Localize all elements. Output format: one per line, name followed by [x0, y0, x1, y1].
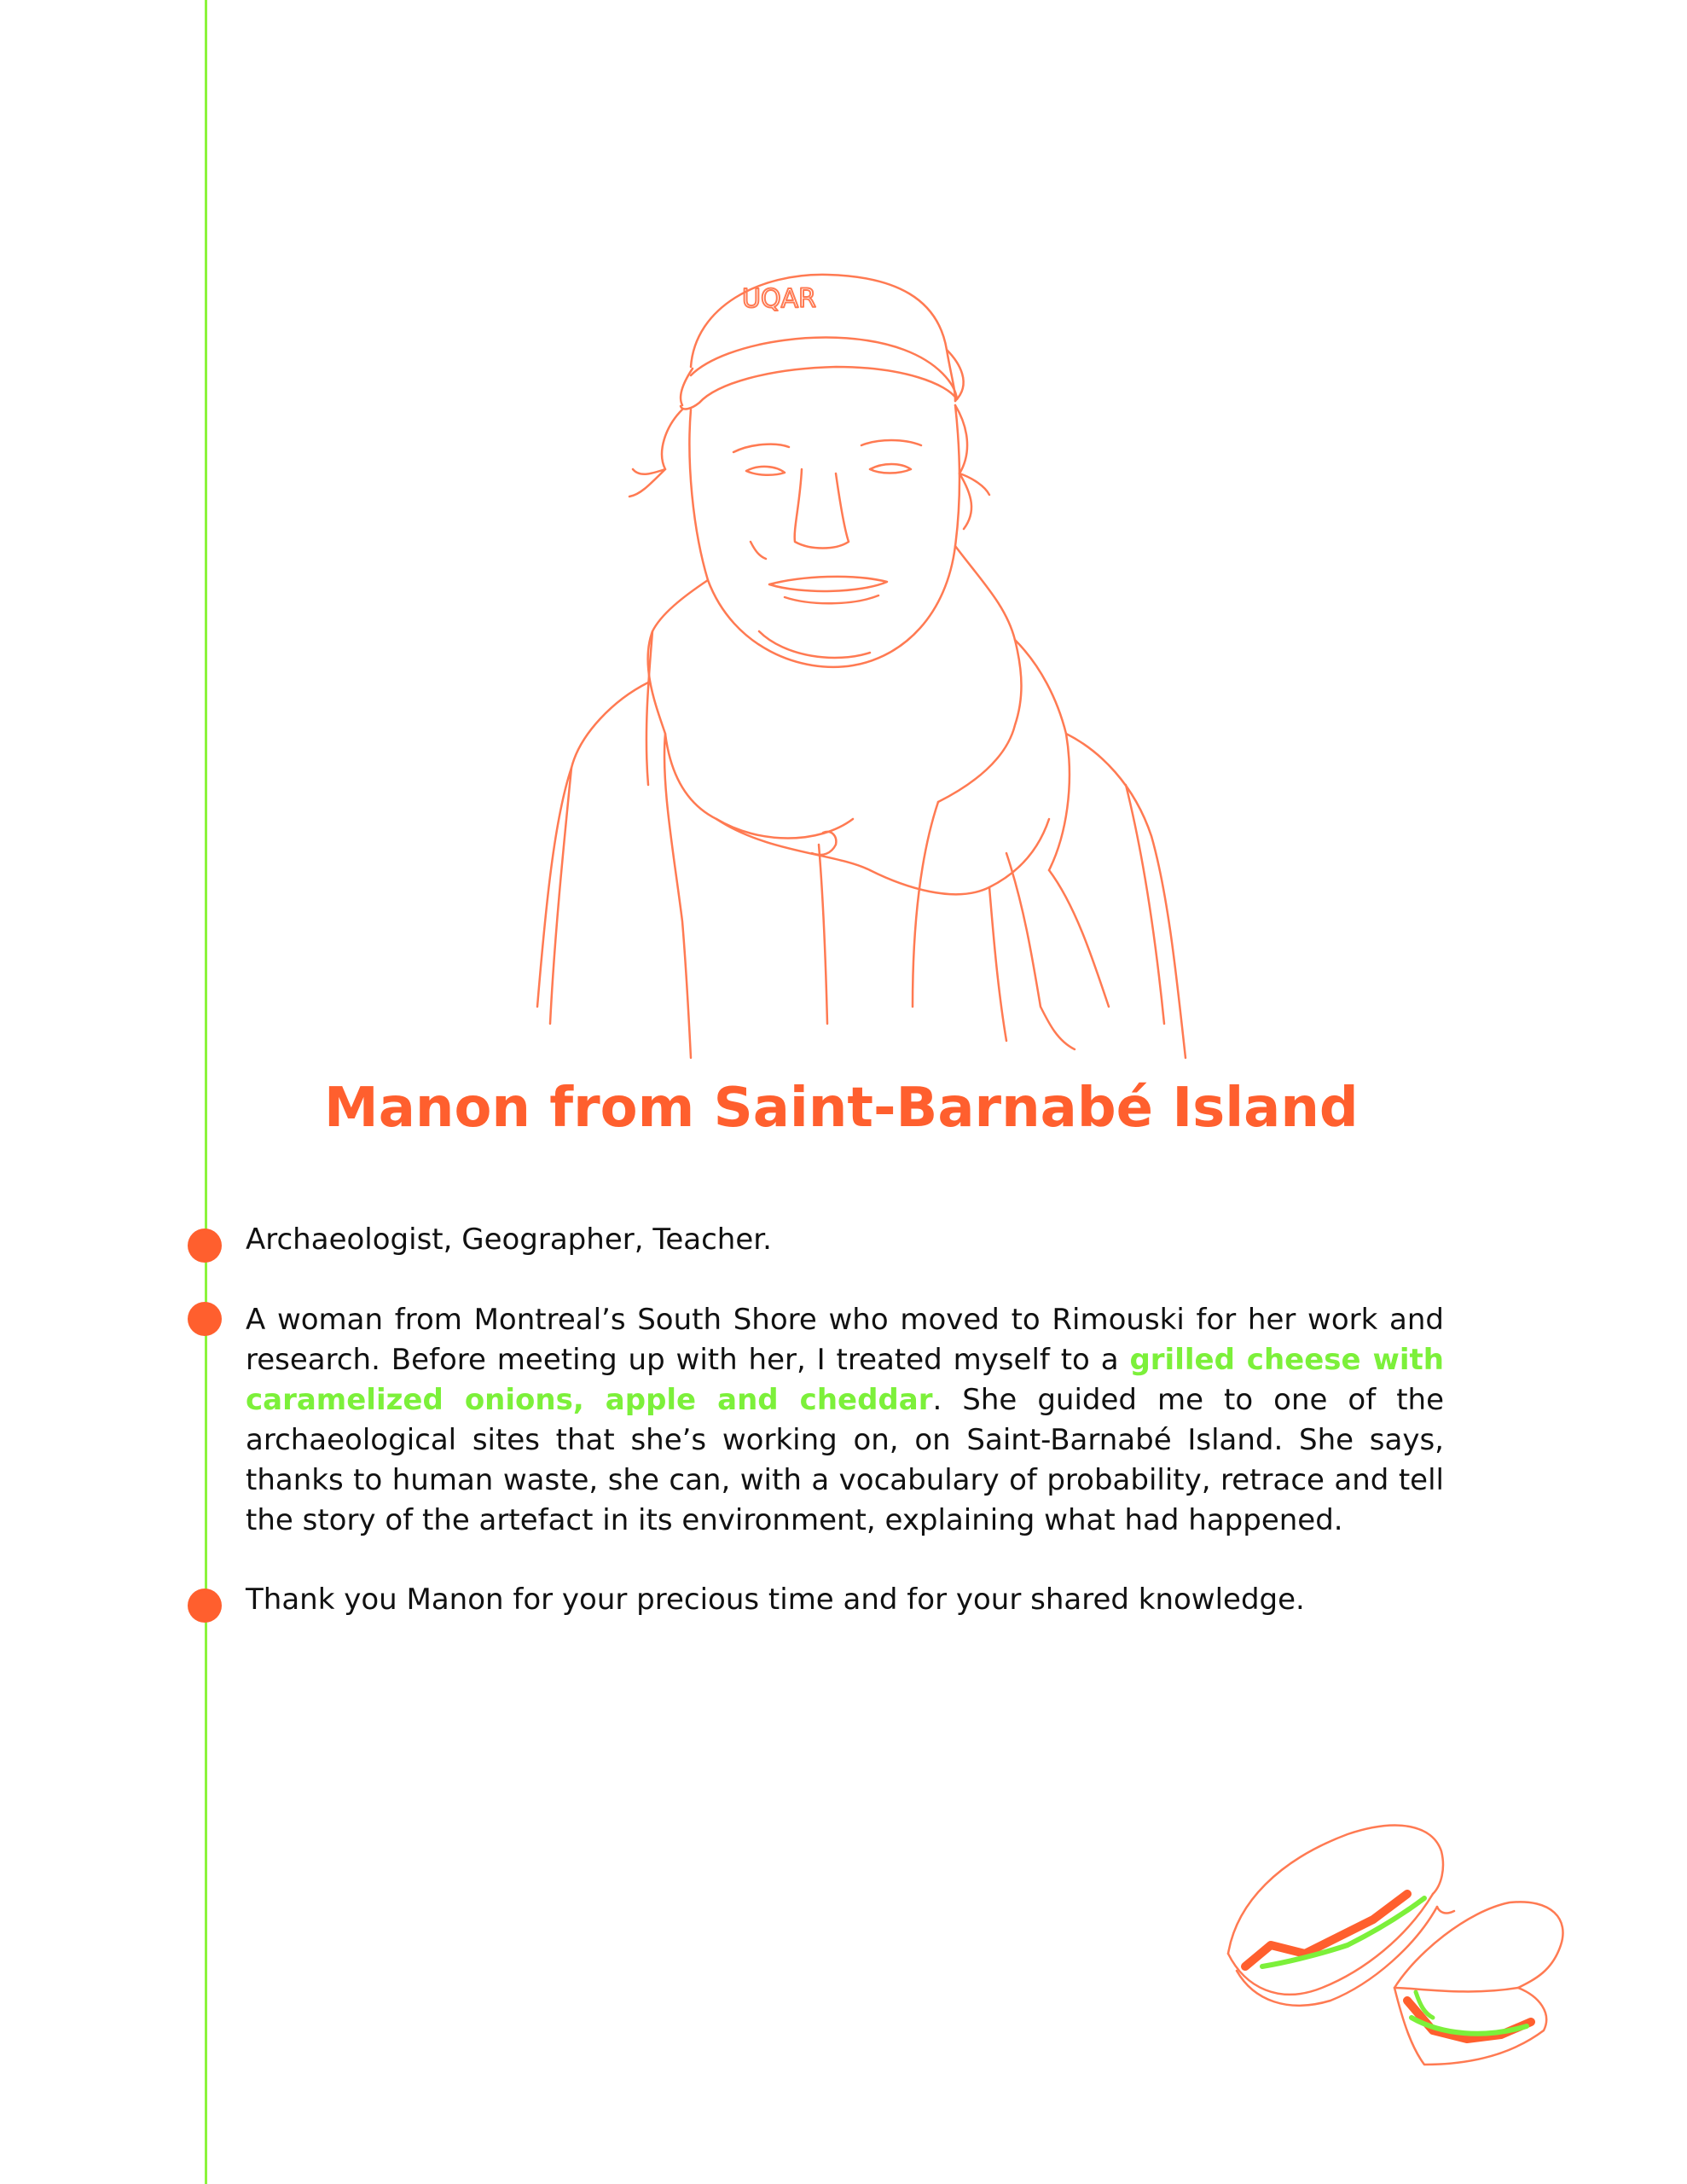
bullet-dot	[188, 1228, 222, 1263]
cap-text: UQAR	[742, 284, 816, 314]
entry-thanks: Thank you Manon for your precious time and for your shared knowledge.	[246, 1583, 1305, 1617]
story-text-before: A woman from Montreal’s South Shore who moved to Rimouski for her work and research. Before meeting up with her, I treated myself to a	[246, 1303, 1444, 1377]
story-text-after: . She guided me to one of the archaeological sites that she’s working on, on Saint-Barnabé Island. She says, thanks to human waste, she can, with a vocabulary of probability, retrace and tell the story of the artefact in its environment, explaining what had happened.	[246, 1383, 1444, 1537]
entry-occupation: Archaeologist, Geographer, Teacher.	[246, 1223, 772, 1257]
portrait-drawing	[358, 256, 1330, 1092]
entry-story	[246, 1300, 1444, 1541]
bullet-dot	[188, 1302, 222, 1336]
bullet-dot	[188, 1589, 222, 1623]
story-highlight: grilled cheese with caramelized onions, apple and cheddar	[246, 1343, 1444, 1417]
sandwich-drawing	[1211, 1817, 1586, 2073]
timeline-line	[205, 0, 207, 2184]
page-title: Manon from Saint-Barnabé Island	[324, 1077, 1359, 1140]
